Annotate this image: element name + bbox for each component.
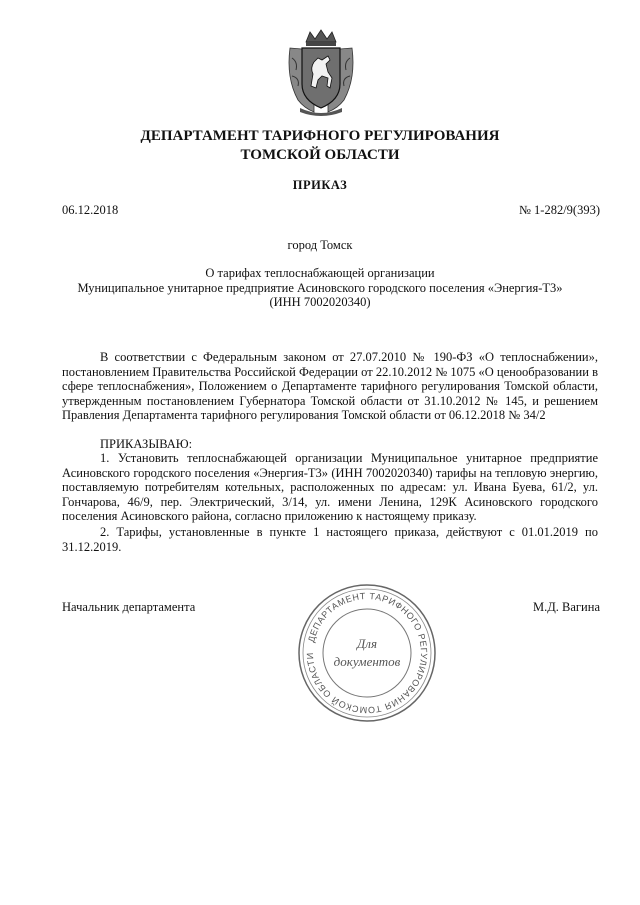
subject-line: О тарифах теплоснабжающей организации: [205, 266, 435, 280]
order-item-2: 2. Тарифы, установленные в пункте 1 настоящего приказа, действуют с 01.01.2019 по 31.12.2019.: [62, 525, 598, 554]
order-number: № 1-282/9(393): [518, 203, 600, 217]
official-stamp: [296, 582, 438, 724]
signatory-name: М.Д. Вагина: [533, 600, 600, 614]
order-subject: [40, 266, 600, 310]
order-city: город Томск: [287, 238, 353, 252]
order-date: 06.12.2018: [62, 203, 119, 217]
preamble-paragraph: В соответствии с Федеральным законом от 27.07.2010 № 190-ФЗ «О теплоснабжении», постановлением Правительства Российской Федерации от 22.10.2012 № 1075 «О ценообразовании в сфере теплоснабжения», Положением о Департаменте тарифного регулирования Томской области, утвержденным постановлением Губернатора Томской области от 31.10.2012 № 145, и решением Правления Департамента тарифного регулирования Томской области от 06.12.2018 № 34/2: [62, 350, 598, 422]
document-type: ПРИКАЗ: [292, 178, 348, 192]
subject-line: Муниципальное унитарное предприятие Асиновского городского поселения «Энергия-Т3»: [77, 280, 563, 295]
department-name-line1: ДЕПАРТАМЕНТ ТАРИФНОГО РЕГУЛИРОВАНИЯ: [140, 128, 500, 144]
stamp-center-line1: Для: [357, 636, 377, 651]
tomsk-coat-of-arms-icon: [284, 28, 358, 116]
order-directive: ПРИКАЗЫВАЮ:: [100, 437, 193, 451]
stamp-center-line2: документов: [333, 654, 401, 669]
department-name-line2: ТОМСКОЙ ОБЛАСТИ: [240, 147, 400, 163]
subject-line: (ИНН 7002020340): [269, 295, 371, 309]
order-item-1: 1. Установить теплоснабжающей организации Муниципальное унитарное предприятие Асиновского городского поселения «Энергия-Т3» (ИНН 7002020340) тарифы на тепловую энергию, поставляемую потребителям котельных, расположенных по адресам: ул. Ивана Буева, 61/2, ул. Гончарова, 46/9, пер. Электрический, 3/14, ул. имени Ленина, 129К Асиновского городского поселения Асиновского района, согласно приложению к настоящему приказу.: [62, 451, 598, 523]
signatory-position: Начальник департамента: [62, 600, 196, 614]
stamp-ring-text: ДЕПАРТАМЕНТ ТАРИФНОГО РЕГУЛИРОВАНИЯ ТОМСКОЙ ОБЛАСТИ: [304, 590, 430, 716]
